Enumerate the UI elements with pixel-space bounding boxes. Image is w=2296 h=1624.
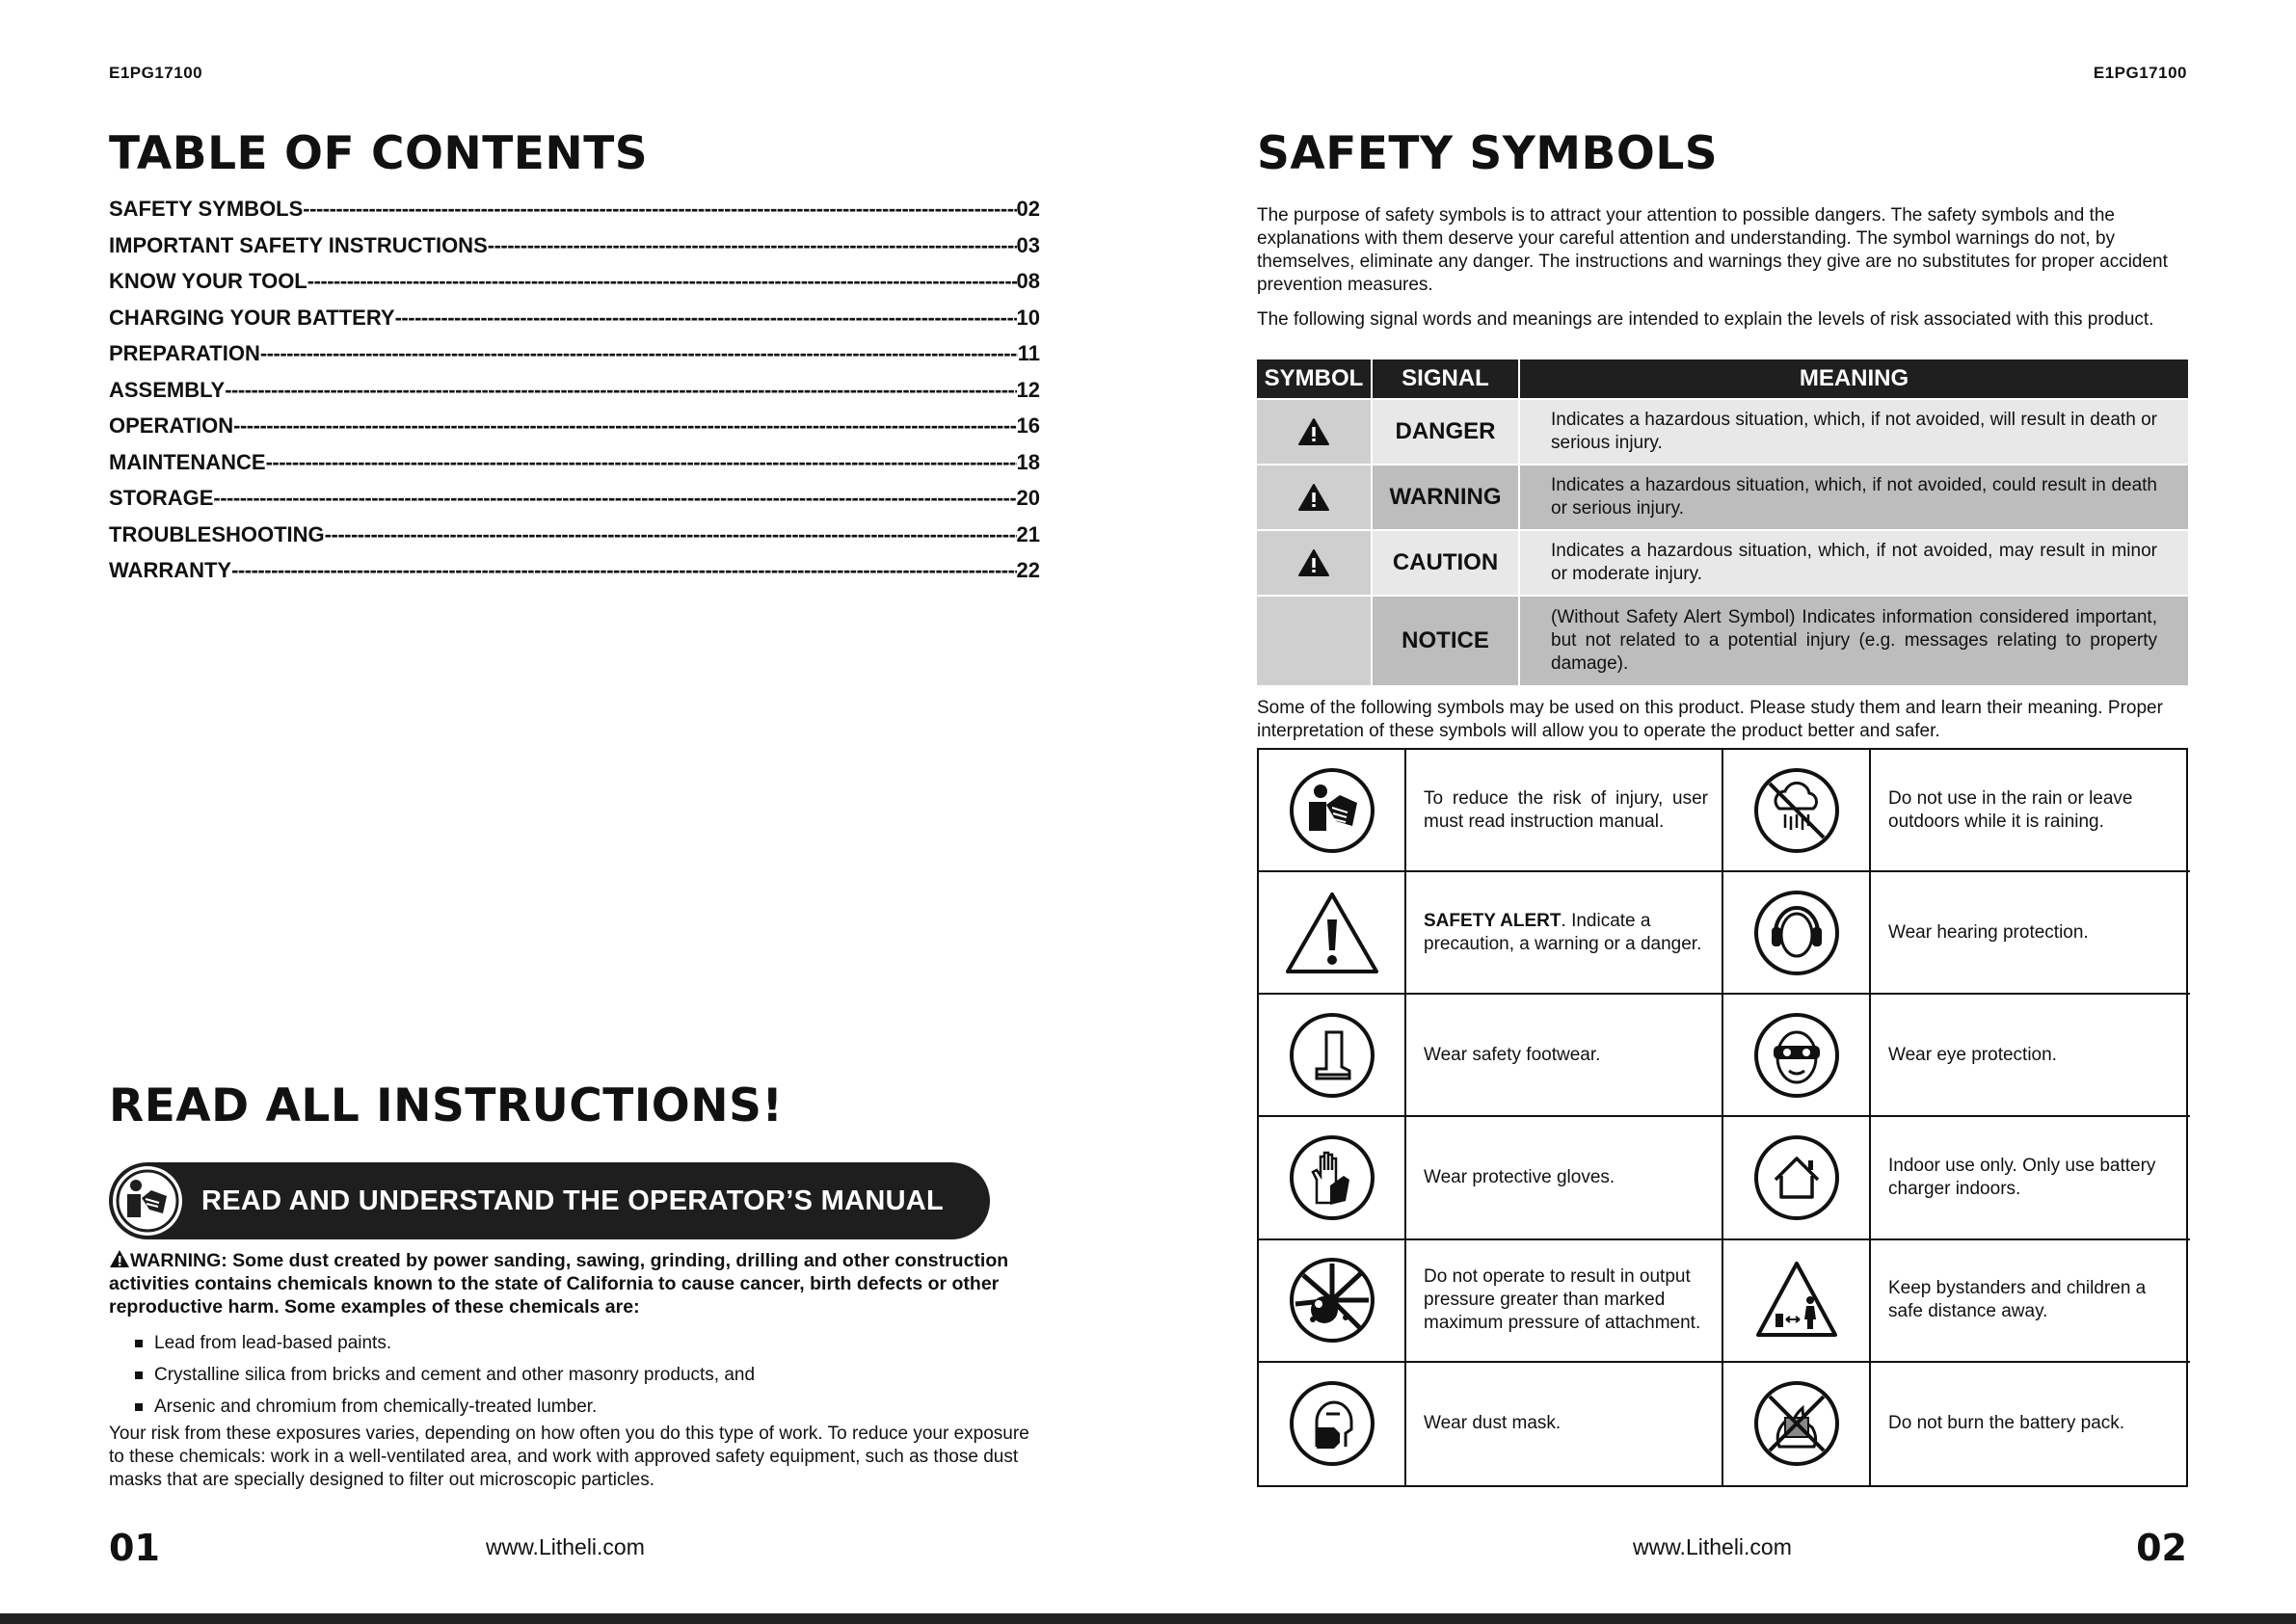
symbol-description: Wear hearing protection. xyxy=(1871,872,2190,995)
signal-word: WARNING xyxy=(1373,466,1520,529)
toc-leader xyxy=(213,486,1016,511)
operator-manual-banner xyxy=(109,1162,990,1239)
safety-symbols-title: SAFETY SYMBOLS xyxy=(1257,127,1719,180)
hearing-protection-icon xyxy=(1723,872,1871,995)
toc-leader xyxy=(307,269,1017,294)
page-number: 02 xyxy=(2136,1527,2187,1569)
toc-entry-page: 21 xyxy=(1016,521,1040,546)
signal-word: NOTICE xyxy=(1373,597,1520,685)
toc-entry-page: 12 xyxy=(1016,377,1040,402)
toc-entry[interactable] xyxy=(109,306,1040,342)
table-of-contents xyxy=(109,197,1040,595)
toc-leader xyxy=(488,233,1017,258)
toc-entry-page: 10 xyxy=(1016,305,1040,330)
symbol-description: Keep bystanders and children a safe distance away. xyxy=(1871,1240,2190,1363)
dust-mask-icon xyxy=(1259,1363,1406,1485)
signal-meaning: Indicates a hazardous situation, which, if not avoided, may result in minor or moderate injury. xyxy=(1520,531,2188,595)
risk-paragraph: Your risk from these exposures varies, depending on how often you do this type of work. To reduce your exposure to these chemicals: work in a well-ventilated area, and work with approved safety equipment, such as those dust masks that are specially designed to filter out microscopic particles. xyxy=(109,1424,1029,1490)
toc-entry-page: 02 xyxy=(1016,197,1040,221)
symbol-description: Do not operate to result in output pressure greater than marked maximum pressure of attachment. xyxy=(1406,1240,1723,1363)
toc-entry-title: OPERATION xyxy=(109,413,234,438)
safety-alert-text: . Indicate a precaution, a warning or a danger. xyxy=(1424,910,1702,954)
list-item: Crystalline silica from bricks and cement and other masonry products, and xyxy=(135,1359,1041,1391)
no-rain-icon xyxy=(1723,750,1871,872)
signal-meaning: Indicates a hazardous situation, which, if not avoided, could result in death or serious injury. xyxy=(1520,466,2188,529)
symbol-description: Wear dust mask. xyxy=(1406,1363,1723,1485)
toc-entry[interactable] xyxy=(109,233,1040,270)
table-row xyxy=(1257,529,2188,595)
toc-leader xyxy=(225,378,1016,403)
banner-text: READ AND UNDERSTAND THE OPERATOR’S MANUAL xyxy=(201,1185,945,1216)
symbol-description: Do not use in the rain or leave outdoors while it is raining. xyxy=(1871,750,2190,872)
signal-meaning: Indicates a hazardous situation, which, if not avoided, will result in death or serious injury. xyxy=(1520,400,2188,464)
toc-entry-title: TROUBLESHOOTING xyxy=(109,521,325,546)
bottom-edge-bar xyxy=(0,1613,2296,1624)
safety-footwear-icon xyxy=(1259,995,1406,1117)
toc-entry-page: 16 xyxy=(1016,413,1040,438)
document-code: E1PG17100 xyxy=(109,64,203,82)
symbol-description: Wear protective gloves. xyxy=(1406,1117,1723,1239)
intro-paragraph: The purpose of safety symbols is to attract your attention to possible dangers. The safety symbols and the explanations with them deserve your careful attention and understanding. The symbol warnings do not, by themselves, eliminate any danger. The instructions and warnings they give are no substitutes for proper accident prevention measures. xyxy=(1257,205,2168,295)
warning-label: WARNING: xyxy=(130,1250,227,1271)
header-meaning: MEANING xyxy=(1799,365,1909,391)
chemical-examples-list xyxy=(135,1327,1041,1423)
toc-entry-title: STORAGE xyxy=(109,486,214,510)
toc-entry-title: SAFETY SYMBOLS xyxy=(109,197,304,221)
symbol-description: Wear safety footwear. xyxy=(1406,995,1723,1117)
signal-words-table xyxy=(1257,359,2188,685)
toc-entry-title: KNOW YOUR TOOL xyxy=(109,269,307,293)
table-row xyxy=(1257,464,2188,529)
read-all-instructions-title: READ ALL INSTRUCTIONS! xyxy=(109,1079,784,1132)
toc-title: TABLE OF CONTENTS xyxy=(109,127,649,180)
toc-entry-title: IMPORTANT SAFETY INSTRUCTIONS xyxy=(109,232,488,257)
warning-paragraph xyxy=(109,1249,1034,1318)
header-symbol: SYMBOL xyxy=(1257,359,1373,398)
empty-symbol-cell xyxy=(1257,597,1373,685)
right-page xyxy=(1148,0,2296,1624)
eye-protection-icon xyxy=(1723,995,1871,1117)
toc-entry-page: 18 xyxy=(1016,449,1040,474)
toc-entry[interactable] xyxy=(109,197,1040,233)
signal-meaning: (Without Safety Alert Symbol) Indicates information considered important, but not related to a potential injury (e.g. messages relating to property damage). xyxy=(1520,597,2188,685)
toc-leader xyxy=(325,522,1017,547)
signal-table-header xyxy=(1257,359,2188,398)
toc-entry[interactable] xyxy=(109,558,1040,595)
website-link[interactable]: www.Litheli.com xyxy=(1633,1534,1792,1559)
toc-leader xyxy=(266,450,1017,475)
toc-entry[interactable] xyxy=(109,413,1040,450)
safety-alert-label: SAFETY ALERT xyxy=(1424,910,1562,931)
symbol-description xyxy=(1406,872,1723,995)
toc-entry-page: 11 xyxy=(1017,341,1040,365)
page-number: 01 xyxy=(109,1527,160,1569)
toc-entry-title: PREPARATION xyxy=(109,341,260,365)
list-item: Lead from lead-based paints. xyxy=(135,1327,1041,1359)
symbol-description: Wear eye protection. xyxy=(1871,995,2190,1117)
toc-entry[interactable] xyxy=(109,486,1040,522)
toc-leader xyxy=(231,558,1016,583)
protective-gloves-icon xyxy=(1259,1117,1406,1239)
table-row xyxy=(1257,398,2188,464)
toc-entry-title: CHARGING YOUR BATTERY xyxy=(109,305,395,330)
read-manual-icon xyxy=(1259,750,1406,872)
table-row xyxy=(1257,595,2188,685)
alert-triangle-icon xyxy=(1257,466,1373,529)
toc-entry-title: MAINTENANCE xyxy=(109,449,266,474)
toc-entry-title: WARRANTY xyxy=(109,558,232,582)
toc-leader xyxy=(233,413,1016,439)
safety-alert-icon xyxy=(1259,872,1406,995)
document-code: E1PG17100 xyxy=(2093,64,2187,82)
safety-symbols-grid xyxy=(1257,748,2188,1487)
list-item: Arsenic and chromium from chemically-treated lumber. xyxy=(135,1391,1041,1423)
signal-word: CAUTION xyxy=(1373,531,1520,595)
alert-triangle-icon xyxy=(1257,400,1373,464)
no-burn-battery-icon xyxy=(1723,1363,1871,1485)
toc-leader xyxy=(303,197,1016,222)
toc-leader xyxy=(395,306,1017,331)
signal-word: DANGER xyxy=(1373,400,1520,464)
website-link[interactable]: www.Litheli.com xyxy=(486,1534,645,1559)
toc-entry-title: ASSEMBLY xyxy=(109,377,226,402)
bystanders-icon xyxy=(1723,1240,1871,1363)
symbol-description: To reduce the risk of injury, user must read instruction manual. xyxy=(1406,750,1723,872)
explosion-icon xyxy=(1259,1240,1406,1363)
toc-entry[interactable] xyxy=(109,522,1040,559)
alert-triangle-icon xyxy=(1257,531,1373,595)
toc-entry[interactable] xyxy=(109,378,1040,414)
toc-entry-page: 22 xyxy=(1016,558,1040,582)
toc-entry[interactable] xyxy=(109,269,1040,306)
header-signal: SIGNAL xyxy=(1373,359,1520,398)
toc-entry[interactable] xyxy=(109,341,1040,378)
toc-leader xyxy=(260,341,1018,366)
symbols-intro-paragraph: Some of the following symbols may be used on this product. Please study them and learn their meaning. Proper interpretation of these symbols will allow you to operate the product better and safer. xyxy=(1257,698,2163,741)
signal-intro-paragraph: The following signal words and meanings are intended to explain the levels of risk associated with this product. xyxy=(1257,309,2154,330)
toc-entry[interactable] xyxy=(109,450,1040,487)
alert-triangle-icon xyxy=(109,1249,130,1268)
symbol-description: Do not burn the battery pack. xyxy=(1888,1413,2125,1434)
indoor-use-icon xyxy=(1723,1117,1871,1239)
toc-entry-page: 03 xyxy=(1016,232,1040,257)
toc-entry-page: 08 xyxy=(1016,269,1040,293)
read-manual-icon xyxy=(113,1166,182,1236)
toc-entry-page: 20 xyxy=(1016,486,1040,510)
symbol-description: Indoor use only. Only use battery charger indoors. xyxy=(1871,1117,2190,1239)
warning-text: Some dust created by power sanding, sawing, grinding, drilling and other construction activities contains chemicals known to the state of California to cause cancer, birth defects or other reproductive harm. Some examples of these chemicals are: xyxy=(109,1250,1009,1318)
